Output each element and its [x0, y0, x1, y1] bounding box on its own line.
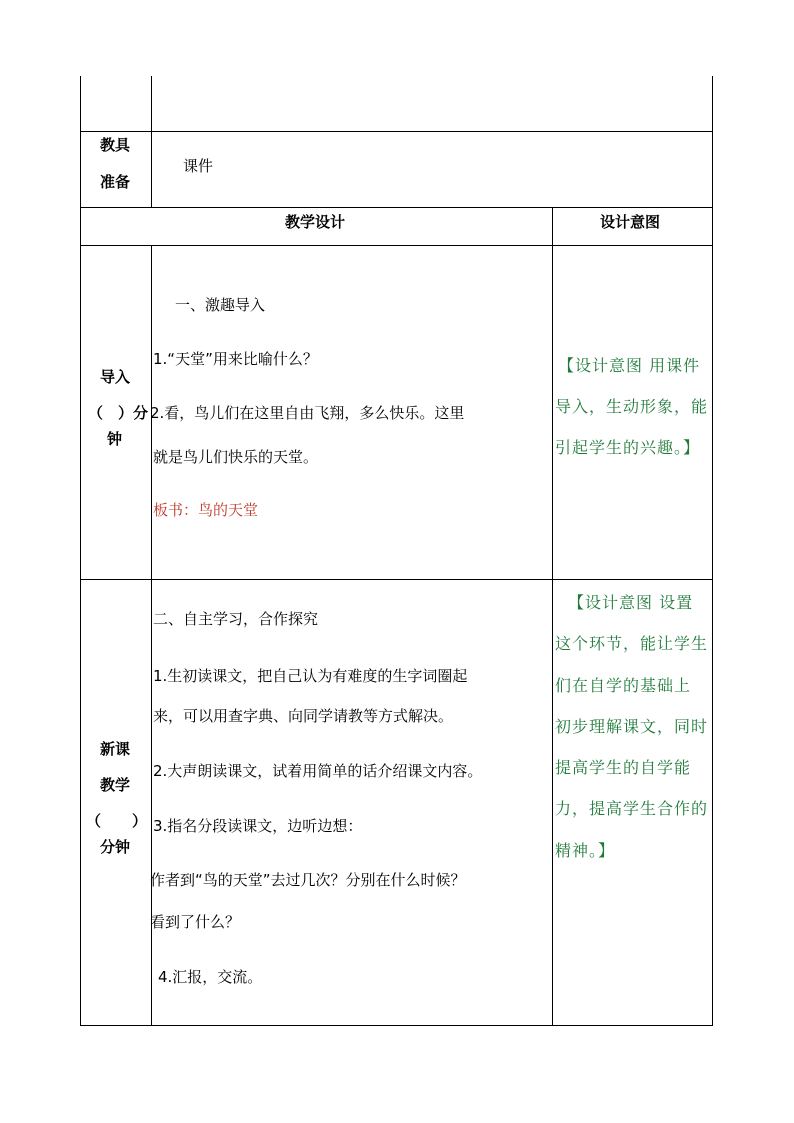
- newlesson-line-5: 3.指名分段读课文，边听边想：: [153, 817, 363, 835]
- newlesson-line-1: 二、自主学习，合作探究: [153, 610, 319, 628]
- newlesson-line-3: 来，可以用查字典、向同学请教等方式解决。: [153, 707, 454, 725]
- intro-line-4: 就是鸟儿们快乐的天堂。: [153, 448, 319, 466]
- newlesson-intent-line-7: 精神。】: [555, 841, 616, 860]
- table-border-left: [80, 76, 81, 1026]
- newlesson-line-6: 作者到“鸟的天堂”去过几次？分别在什么时候？: [150, 871, 466, 889]
- intro-line-2: 1.“天堂”用来比喻什么？: [153, 350, 318, 368]
- intro-intent-line-1: 【设计意图 用课件: [558, 356, 701, 375]
- tools-label-1: 教具: [100, 136, 131, 154]
- newlesson-time-unit: 分钟: [100, 838, 131, 856]
- intent-column-divider: [552, 207, 553, 1026]
- intro-board-text: 板书：鸟的天堂: [153, 501, 259, 519]
- intro-time-right: ）分: [118, 404, 149, 422]
- newlesson-line-2: 1.生初读课文，把自己认为有难度的生字词圈起: [153, 667, 468, 685]
- newlesson-line-4: 2.大声朗读课文，试着用简单的话介绍课文内容。: [153, 762, 483, 780]
- newlesson-intent-line-4: 初步理解课文，同时: [555, 717, 709, 736]
- newlesson-intent-line-6: 力，提高学生合作的: [555, 799, 709, 818]
- newlesson-intent-line-3: 们在自学的基础上: [555, 676, 692, 695]
- newlesson-intent-line-1: 【设计意图 设置: [568, 593, 694, 612]
- intro-time-left: （: [88, 404, 104, 422]
- intro-label: 导入: [100, 368, 131, 386]
- label-column-divider-top: [151, 76, 152, 207]
- row-divider-1: [80, 131, 713, 132]
- intro-line-3: 2.看，鸟儿们在这里自由飞翔，多么快乐。这里: [150, 404, 465, 422]
- newlesson-label-2: 教学: [100, 776, 131, 794]
- newlesson-line-7: 看到了什么？: [150, 913, 241, 931]
- tools-label-2: 准备: [100, 173, 131, 191]
- newlesson-line-8: 4.汇报，交流。: [158, 968, 263, 986]
- intro-line-1: 一、激趣导入: [175, 296, 266, 314]
- newlesson-label-1: 新课: [100, 740, 131, 758]
- intro-time-unit: 钟: [107, 430, 123, 448]
- table-border-bottom: [80, 1025, 713, 1026]
- row-divider-4: [80, 579, 713, 580]
- newlesson-intent-line-5: 提高学生的自学能: [555, 758, 692, 777]
- intro-intent-line-2: 导入，生动形象，能: [555, 397, 709, 416]
- newlesson-time-right: ）: [132, 812, 148, 830]
- tools-content: 课件: [183, 157, 214, 175]
- table-border-right: [712, 76, 713, 1026]
- row-divider-3: [80, 245, 713, 246]
- newlesson-intent-line-2: 这个环节，能让学生: [555, 634, 709, 653]
- row-divider-2: [80, 207, 713, 208]
- header-teaching-design: 教学设计: [285, 213, 346, 231]
- newlesson-time-left: （: [86, 812, 102, 830]
- label-column-divider-bottom: [151, 245, 152, 1026]
- intro-intent-line-3: 引起学生的兴趣。】: [555, 438, 701, 457]
- header-design-intent: 设计意图: [600, 213, 661, 231]
